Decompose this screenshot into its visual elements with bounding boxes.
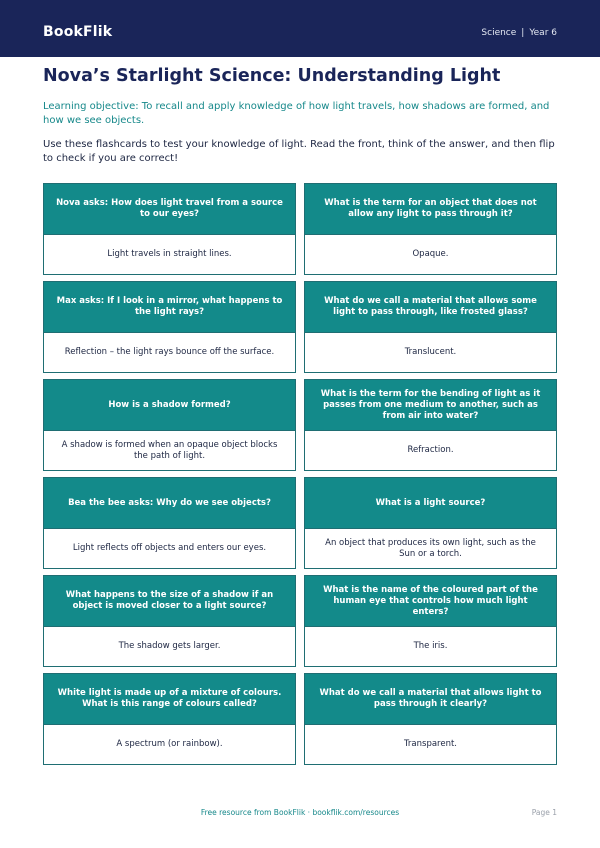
learning-objective: Learning objective: To recall and apply knowledge of how light travels, how shadows are formed, and how we see objects. bbox=[43, 101, 550, 126]
flashcard[interactable] bbox=[304, 575, 557, 667]
page-header bbox=[0, 0, 600, 57]
card-question: What do we call a material that allows some light to pass through, like frosted glass? bbox=[305, 282, 556, 332]
subject-label: Science bbox=[481, 28, 517, 38]
card-question: What is the term for an object that does not allow any light to pass through it? bbox=[305, 184, 556, 234]
card-answer: Refraction. bbox=[305, 430, 556, 470]
card-answer: Translucent. bbox=[305, 332, 556, 372]
card-question: Bea the bee asks: Why do we see objects? bbox=[44, 478, 295, 528]
card-question: Max asks: If I look in a mirror, what happens to the light rays? bbox=[44, 282, 295, 332]
card-answer: Light travels in straight lines. bbox=[44, 234, 295, 274]
card-answer: Transparent. bbox=[305, 724, 556, 764]
flashcard[interactable] bbox=[304, 477, 557, 569]
card-question: What is a light source? bbox=[305, 478, 556, 528]
flashcard[interactable] bbox=[304, 673, 557, 765]
card-question: What happens to the size of a shadow if an object is moved closer to a light source? bbox=[44, 576, 295, 626]
flashcard[interactable] bbox=[43, 183, 296, 275]
card-answer: The shadow gets larger. bbox=[44, 626, 295, 666]
card-question: What do we call a material that allows light to pass through it clearly? bbox=[305, 674, 556, 724]
card-question: What is the name of the coloured part of the human eye that controls how much light enters? bbox=[305, 576, 556, 626]
card-answer: Opaque. bbox=[305, 234, 556, 274]
card-answer: A shadow is formed when an opaque object blocks the path of light. bbox=[44, 430, 295, 470]
page-title: Nova’s Starlight Science: Understanding Light bbox=[43, 66, 501, 86]
flashcard[interactable] bbox=[43, 379, 296, 471]
flashcard-grid bbox=[43, 183, 557, 765]
flashcard[interactable] bbox=[43, 281, 296, 373]
card-question: Nova asks: How does light travel from a source to our eyes? bbox=[44, 184, 295, 234]
brand-logo: BookFlik bbox=[43, 24, 113, 40]
flashcard[interactable] bbox=[304, 281, 557, 373]
card-answer: A spectrum (or rainbow). bbox=[44, 724, 295, 764]
card-answer: Reflection – the light rays bounce off the surface. bbox=[44, 332, 295, 372]
card-question: What is the term for the bending of light as it passes from one medium to another, such as from air into water? bbox=[305, 380, 556, 430]
flashcard[interactable] bbox=[304, 183, 557, 275]
intro-text: Use these flashcards to test your knowledge of light. Read the front, think of the answer, and then flip to check if you are correct! bbox=[43, 139, 555, 164]
year-label: Year 6 bbox=[529, 28, 557, 38]
meta-separator: | bbox=[521, 28, 525, 38]
page-number: Page 1 bbox=[531, 808, 557, 817]
card-answer: The iris. bbox=[305, 626, 556, 666]
card-question: How is a shadow formed? bbox=[44, 380, 295, 430]
flashcard[interactable] bbox=[43, 673, 296, 765]
footer-credit-link[interactable]: Free resource from BookFlik · bookflik.com/resources bbox=[200, 808, 400, 817]
flashcard[interactable] bbox=[304, 379, 557, 471]
flashcard[interactable] bbox=[43, 477, 296, 569]
flashcard[interactable] bbox=[43, 575, 296, 667]
card-question: White light is made up of a mixture of colours. What is this range of colours called? bbox=[44, 674, 295, 724]
subject-meta bbox=[481, 28, 557, 38]
card-answer: Light reflects off objects and enters our eyes. bbox=[44, 528, 295, 568]
card-answer: An object that produces its own light, such as the Sun or a torch. bbox=[305, 528, 556, 568]
